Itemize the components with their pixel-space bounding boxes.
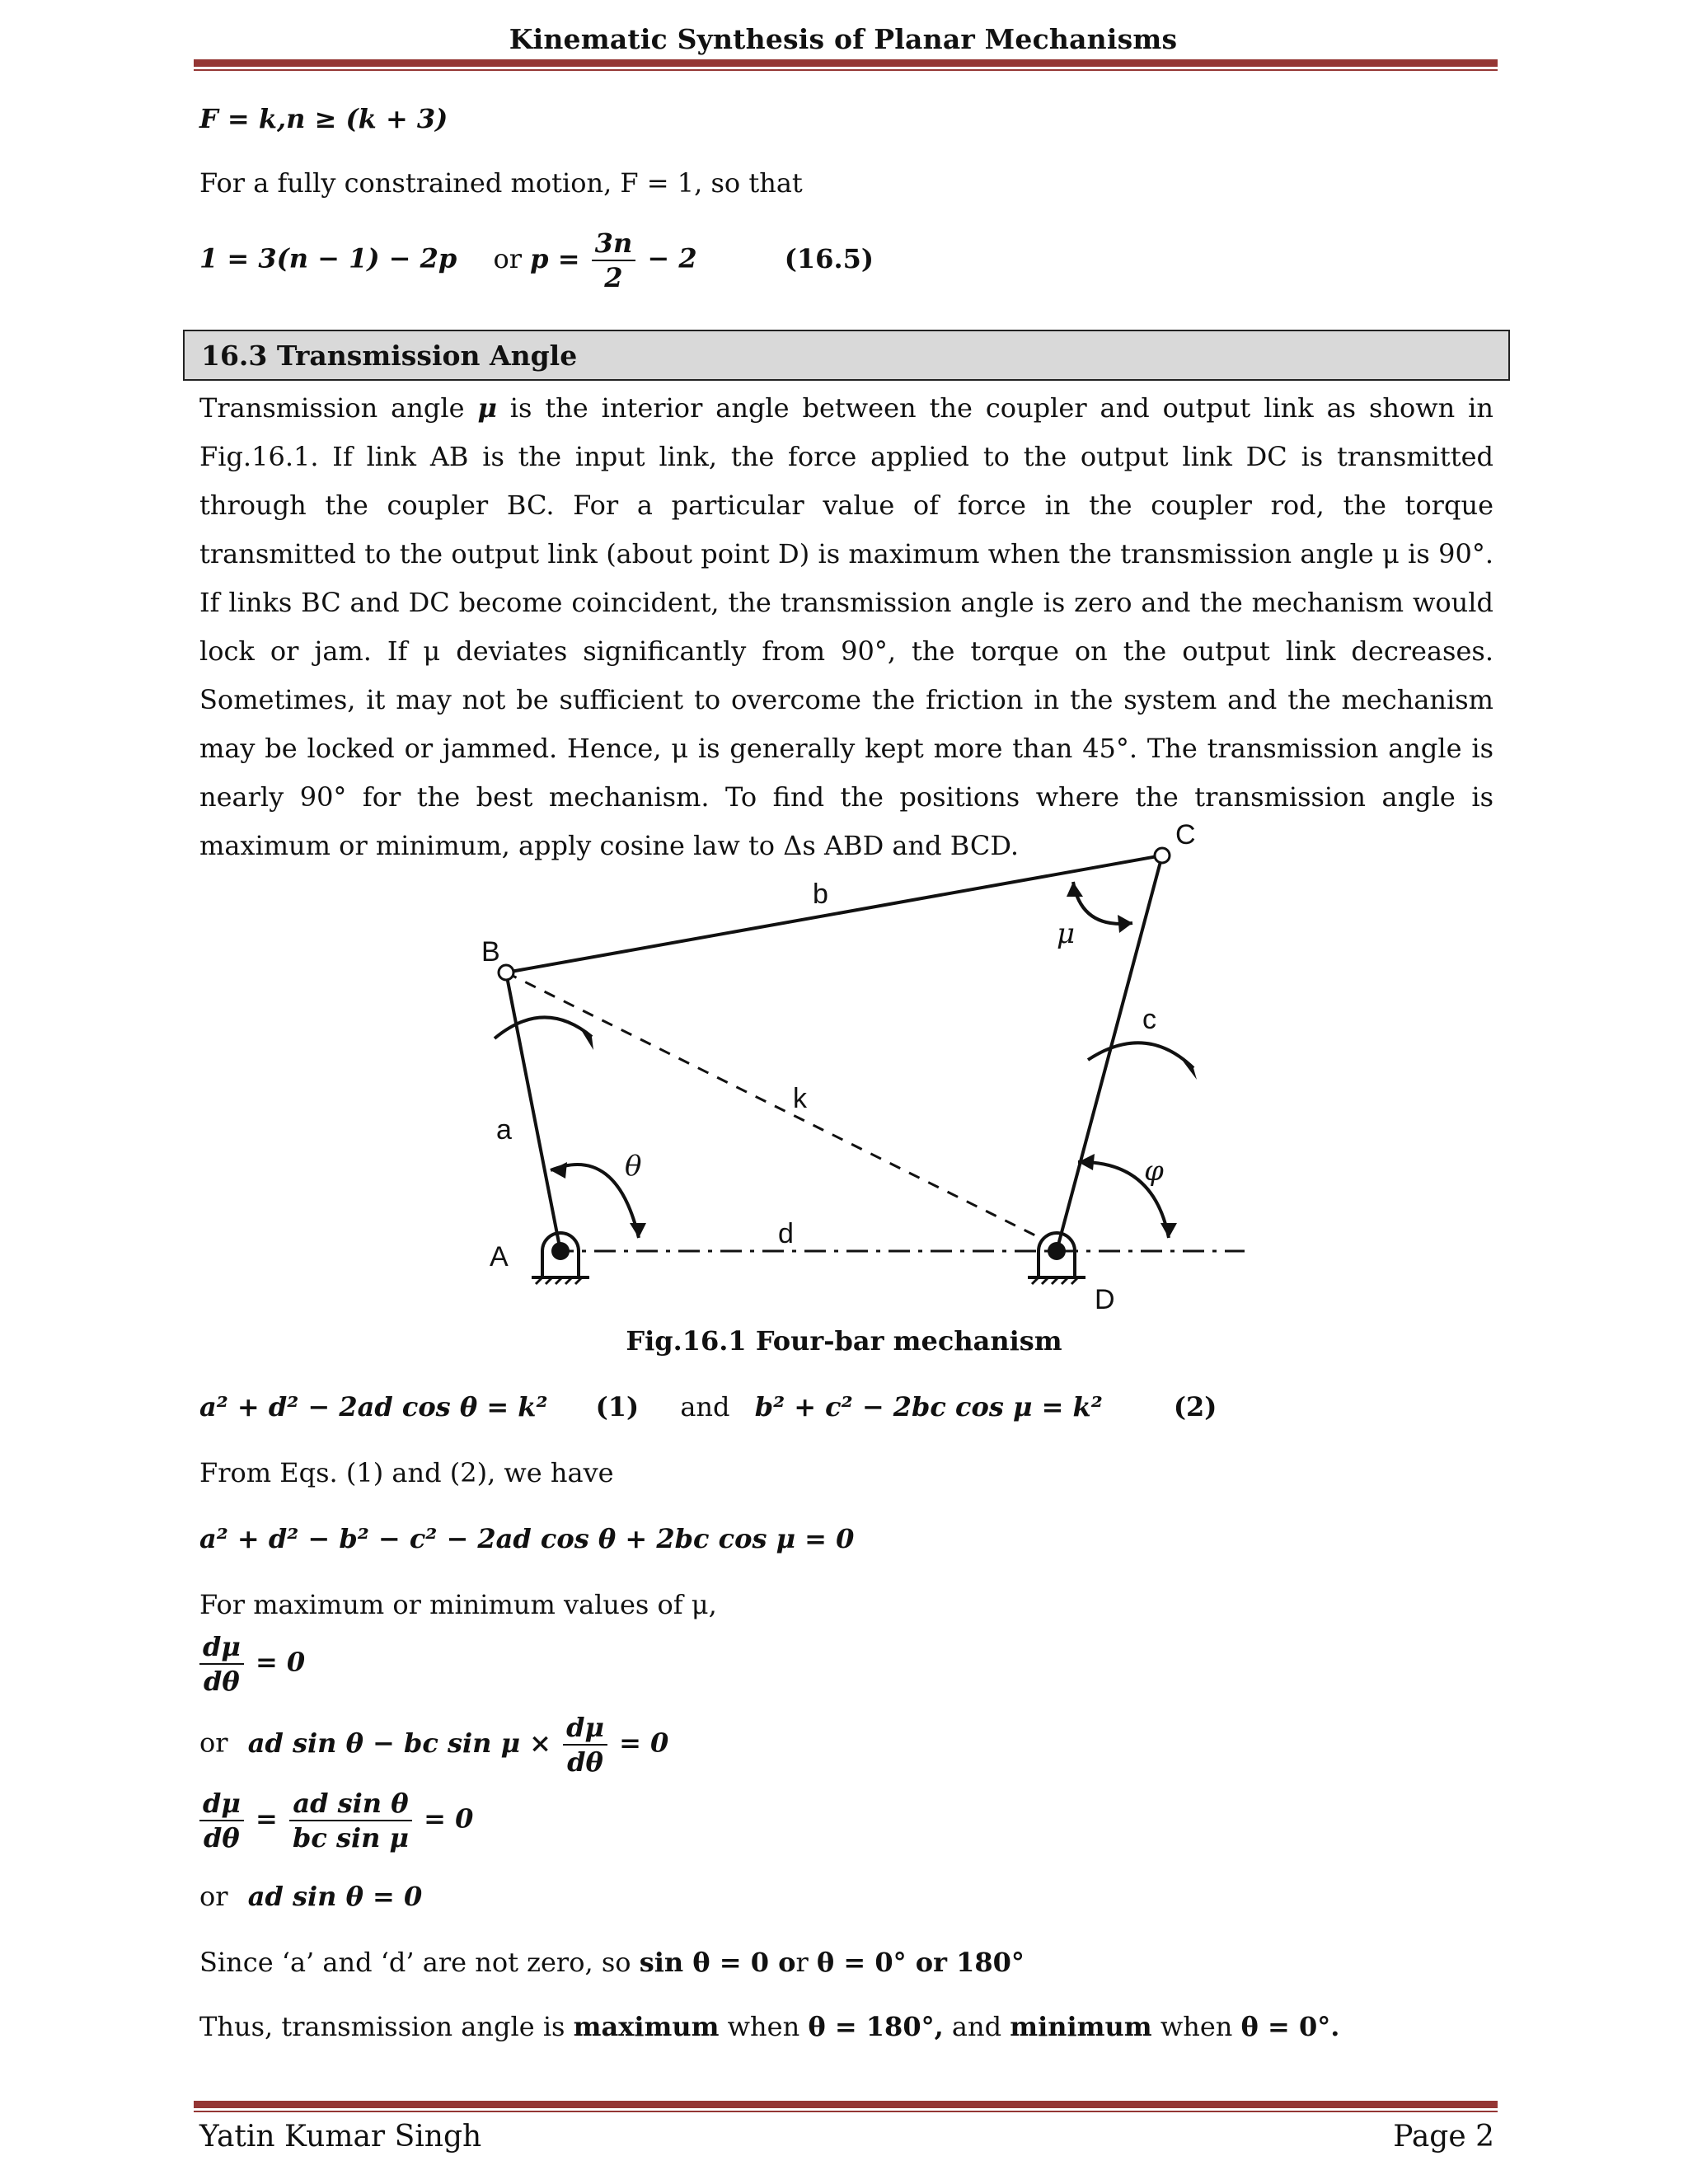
- diagonal-k: [506, 972, 1040, 1238]
- label-d: d: [778, 1218, 794, 1249]
- text-from-eqs: From Eqs. (1) and (2), we have: [199, 1457, 614, 1488]
- footer-page-number: Page 2: [1393, 2120, 1494, 2154]
- section-title: 16.3 Transmission Angle: [201, 340, 578, 372]
- footer-rule: [194, 2101, 1498, 2112]
- footer-author: Yatin Kumar Singh: [199, 2120, 482, 2154]
- label-k: k: [793, 1083, 807, 1114]
- arrowhead-theta: [630, 1223, 646, 1238]
- equation-combined: a² + d² − b² − c² − 2ad cos θ + 2bc cos μ = 0: [199, 1523, 855, 1554]
- section-heading-box: [183, 330, 1510, 381]
- derivative-3: $\frac{d\mu}{d\theta}$ = $\frac{\text{ad sin θ}}{\text{bc sin μ}}$ = 0: [199, 1787, 473, 1854]
- rotation-arrow-c: [1088, 1043, 1193, 1068]
- header-rule: [194, 59, 1498, 71]
- equation-16-5: 1 = 3(n − 1) − 2p or p = $\frac{3n}{2}$ − 2 (16.5): [199, 227, 874, 293]
- text-since: Since ‘a’ and ‘d’ are not zero, so sin θ = 0 or θ = 0° or 180°: [199, 1947, 1025, 1978]
- label-B: B: [481, 936, 500, 968]
- equation-label: (16.5): [784, 242, 874, 274]
- text-fully-constrained: For a fully constrained motion, F = 1, so that: [199, 167, 803, 199]
- pivot-d-pin: [1048, 1242, 1066, 1260]
- link-a: [506, 972, 560, 1251]
- rotation-arrow-a: [495, 1017, 592, 1038]
- hatch-marks: [536, 1277, 1078, 1284]
- label-phi: φ: [1144, 1155, 1164, 1188]
- mu-arc: [1073, 882, 1132, 924]
- or-p: or p =: [493, 242, 580, 274]
- text-max-min: For maximum or minimum values of μ,: [199, 1589, 717, 1620]
- label-c: c: [1142, 1004, 1156, 1035]
- arrowhead-mu-tail: [1118, 915, 1132, 933]
- equation-top: F = k,n ≥ (k + 3): [199, 103, 448, 134]
- arrowhead-phi: [1160, 1223, 1177, 1238]
- link-c: [1057, 855, 1162, 1251]
- label-C: C: [1175, 819, 1196, 851]
- label-b: b: [813, 879, 828, 910]
- link-b: [506, 855, 1162, 972]
- label-D: D: [1095, 1284, 1115, 1315]
- figure-caption: Fig.16.1 Four-bar mechanism: [626, 1325, 1062, 1357]
- label-A: A: [490, 1241, 509, 1272]
- joint-c: [1155, 848, 1170, 863]
- four-bar-figure: [429, 816, 1253, 1319]
- equations-1-2: a² + d² − 2ad cos θ = k² (1) and b² + c² − 2bc cos μ = k² (2): [199, 1391, 1217, 1422]
- label-theta: θ: [625, 1150, 642, 1183]
- derivative-2: or ad sin θ − bc sin μ × $\frac{d\mu}{d\theta}$ = 0: [199, 1712, 669, 1778]
- label-mu: μ: [1057, 917, 1076, 950]
- joint-b: [499, 965, 513, 980]
- text-thus: Thus, transmission angle is maximum when θ = 180°, and minimum when θ = 0°.: [199, 2011, 1340, 2042]
- fraction-3n-2: $\frac{3n}{2}$: [592, 227, 636, 294]
- body-paragraph: Transmission angle μ is the interior angle between the coupler and output link as shown in Fig.16.1. If link AB is the input link, the force applied to the output link DC is transmitted through the coupler BC. For a particular value of force in the coupler rod, the torque transmitted to the output link (about point D) is maximum when the transmission angle μ is 90°. If links BC and DC become coincident, the transmission angle is zero and the mechanism would lock or jam. If μ deviates significantly from 90°, the torque on the output link decreases. Sometimes, it may not be sufficient to overcome the friction in the system and the mechanism may be locked or jammed. Hence, μ is generally kept more than 45°. The transmission angle is nearly 90° for the best mechanism. To find the positions where the transmission angle is maximum or minimum, apply cosine law to Δs ABD and BCD.: [199, 392, 1494, 861]
- derivative-4: or ad sin θ = 0: [199, 1881, 423, 1912]
- arrowhead-theta-tail: [551, 1162, 567, 1179]
- derivative-1: $\frac{d\mu}{d\theta}$ = 0: [199, 1630, 305, 1698]
- pivot-a-pin: [551, 1242, 570, 1260]
- label-a: a: [496, 1114, 512, 1146]
- page-header: Kinematic Synthesis of Planar Mechanisms: [509, 23, 1178, 55]
